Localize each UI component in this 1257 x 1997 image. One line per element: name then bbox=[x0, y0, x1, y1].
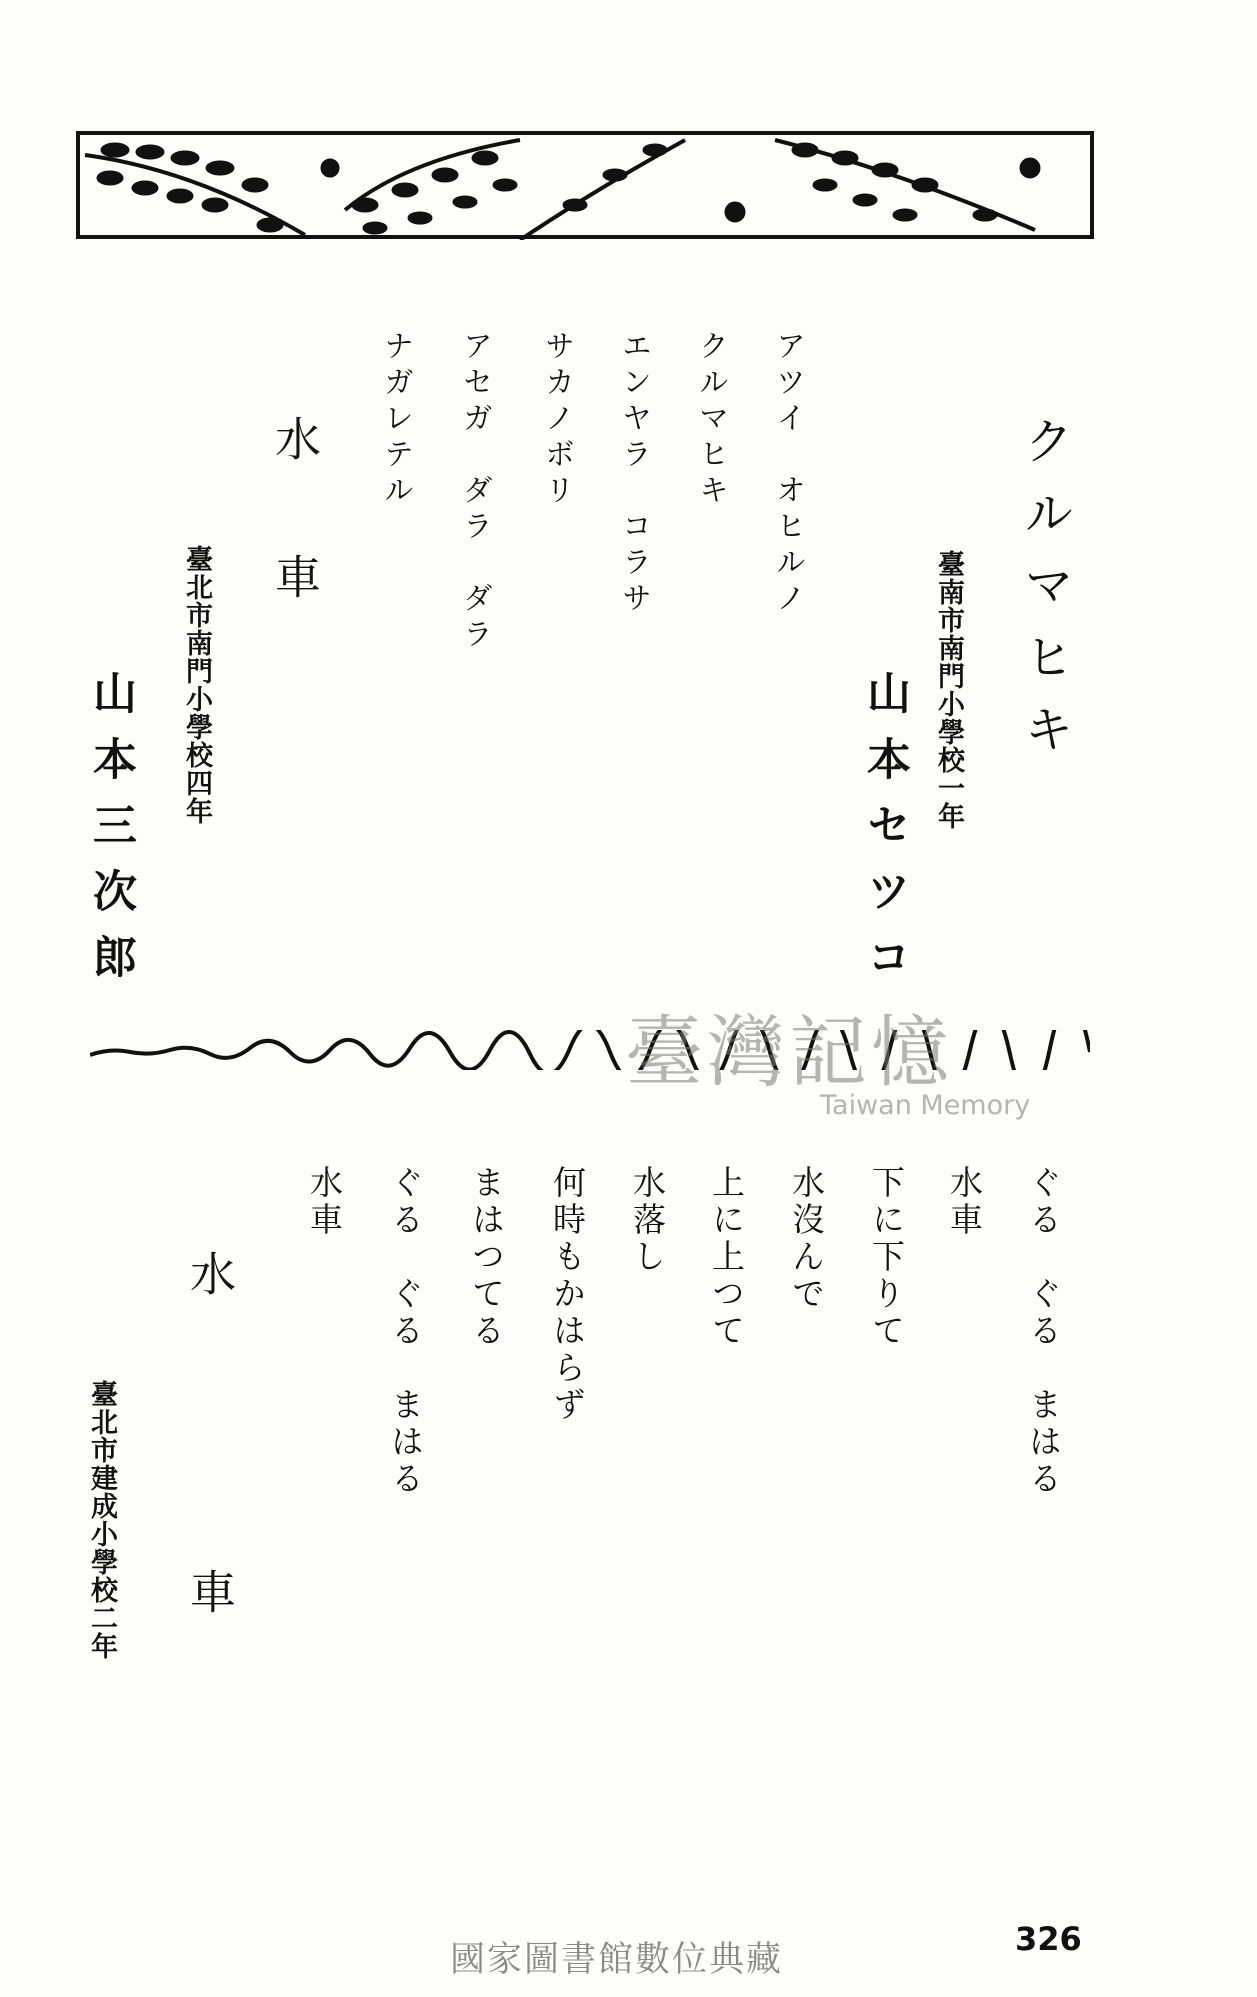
poem2-school: 臺北市南門小學校四年 bbox=[181, 545, 212, 825]
poem1-author: 山本セツコ bbox=[859, 670, 910, 1000]
poem3-line-1: ぐる ぐる まはる bbox=[1024, 1165, 1063, 1498]
poem3-line-6: 水落し bbox=[628, 1165, 667, 1276]
poem1-line-6: ナガレテル bbox=[378, 330, 413, 510]
floral-banner bbox=[75, 130, 1095, 240]
library-footer: 國家圖書館數位典藏 bbox=[450, 1940, 784, 1980]
poem1-line-4: サカノボリ bbox=[539, 330, 574, 510]
poem3-line-9: ぐる ぐる まはる bbox=[386, 1165, 425, 1498]
watermark-cjk: 臺灣記憶 bbox=[625, 1008, 954, 1098]
poem1-line-5: アセガ ダラ ダラ bbox=[457, 330, 492, 654]
poem3-line-8: まはつてる bbox=[467, 1165, 506, 1350]
poem1-line-2: クルマヒキ bbox=[693, 330, 728, 510]
poem1-line-1: アツイ オヒルノ bbox=[770, 330, 805, 618]
poem3-line-3: 下に下りて bbox=[867, 1165, 906, 1350]
poem1-school: 臺南市南門小學校一年 bbox=[933, 550, 964, 830]
poem3-line-10: 水車 bbox=[305, 1165, 344, 1239]
poem2-title: 水 車 bbox=[268, 415, 322, 599]
watermark-en: Taiwan Memory bbox=[820, 1090, 1031, 1121]
page-number: 326 bbox=[1015, 1920, 1082, 1958]
poem3-line-2: 水車 bbox=[945, 1165, 984, 1239]
poem3-title: 水 車 bbox=[183, 1250, 237, 1674]
poem3-line-4: 水沒んで bbox=[787, 1165, 826, 1313]
poem3-line-7: 何時もかはらず bbox=[548, 1165, 587, 1424]
poem3-school: 臺北市建成小學校二年 bbox=[86, 1380, 117, 1660]
taiwan-memory-watermark bbox=[625, 990, 1045, 1130]
poem2-author: 山本三次郎 bbox=[85, 670, 136, 1000]
poem1-line-3: エンヤラ コラサ bbox=[616, 330, 651, 618]
poem3-line-5: 上に上つて bbox=[707, 1165, 746, 1350]
poem1-title: クルマヒキ bbox=[1016, 415, 1074, 775]
